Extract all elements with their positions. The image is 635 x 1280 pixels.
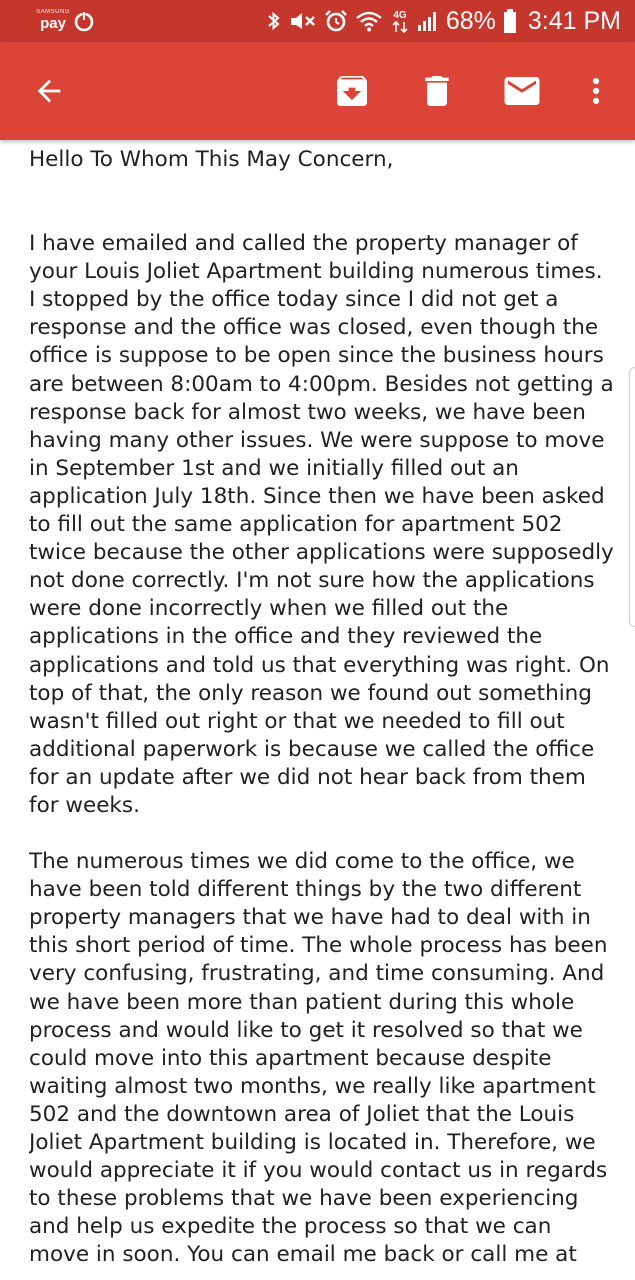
pay-label: pay [40,15,66,32]
back-button[interactable] [21,63,77,119]
network-type-label: 4G [393,10,407,21]
status-bar [0,0,635,42]
bluetooth-icon [266,9,282,33]
email-toolbar [0,42,635,140]
samsung-pay-indicator [36,8,70,32]
back-arrow-icon [32,74,66,108]
archive-icon [332,71,372,111]
more-options-button[interactable] [568,63,624,119]
clock: 3:41 PM [527,7,621,35]
mark-unread-button[interactable] [494,63,550,119]
battery-icon [503,8,517,34]
delete-icon [417,71,457,111]
email-greeting: Hello To Whom This May Concern, [29,147,394,172]
battery-percent: 68% [445,7,496,35]
email-paragraph: The numerous times we did come to the office, we have been told different things by the two different property managers that we have had to deal with in this short period of time. The whole process has been very confusing, frustrating, and time consuming. And we have been more than patient during this whole process and would like to get it resolved so that we could move into this apartment because despite waiting almost two months, we really like apartment 502 and the downtown area of Joliet that the Louis Joliet Apartment building is located in. Therefore, we would appreciate it if you would contact us in regards to these problems that we have been experiencing and help us expedite the process so that we can move in soon. You can email me back or call me at [29,849,608,1268]
wifi-icon [355,9,383,33]
status-icons [266,0,621,42]
more-vert-icon [579,74,613,108]
archive-button[interactable] [324,63,380,119]
power-icon [72,9,96,33]
samsung-label: SAMSUNG [36,9,70,15]
vibrate-mute-icon [289,9,317,33]
email-body [29,146,614,1280]
delete-button[interactable] [409,63,465,119]
signal-icon [417,9,439,33]
alarm-icon [324,9,348,33]
email-paragraph: I have emailed and called the property manager of your Louis Joliet Apartment building numerous times. I stopped by the office today since I did not get a response and the office was closed, even though the office is suppose to be open since the business hours are between 8:00am to 4:00pm. Besides not getting a response back for almost two weeks, we have been having many other issues. We were suppose to move in September 1st and we initially filled out an application July 18th. Since then we have been asked to fill out the same application for apartment 502 twice because the other applications were supposedly not done correctly. I'm not sure how the applications were done incorrectly when we filled out the applications in the office and they reviewed the applications and told us that everything was right. On top of that, the only reason we found out something wasn't filled out right or that we needed to fill out additional paperwork is because we called the office for an update after we did not hear back from them for weeks. [29,231,614,818]
scroll-handle[interactable] [629,367,635,627]
mail-icon [501,70,543,112]
data-arrows-icon [390,8,410,34]
